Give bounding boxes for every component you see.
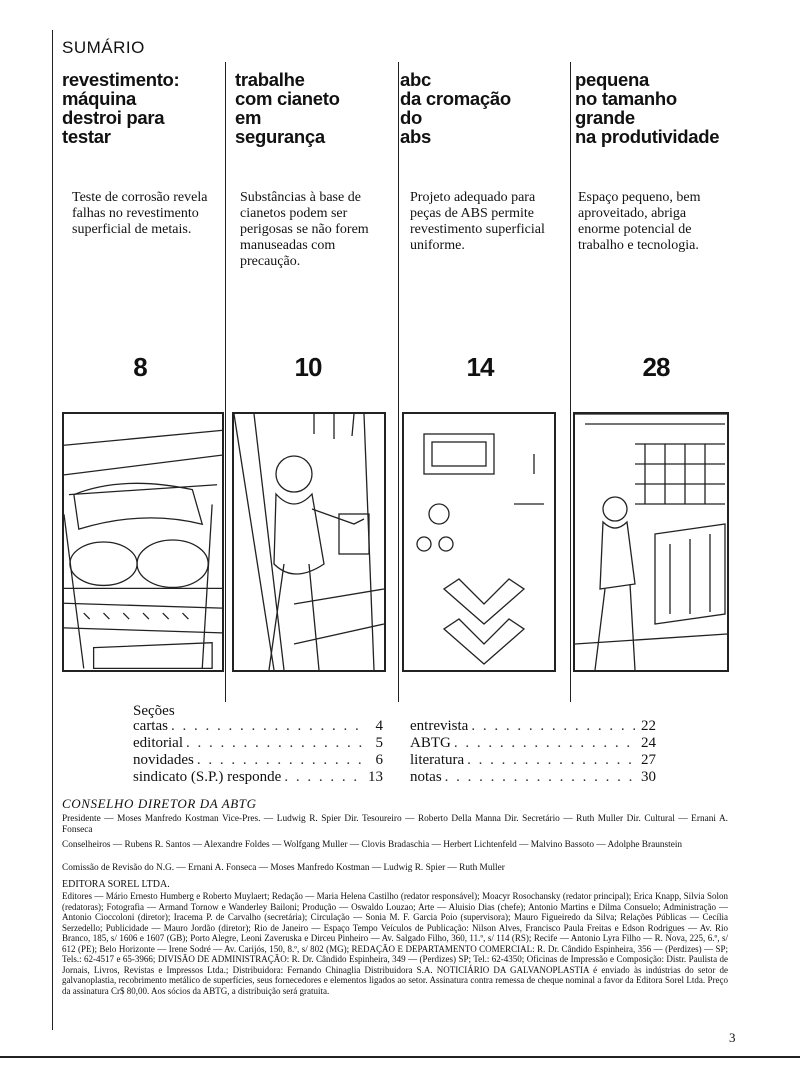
toc-entry[interactable]: ABTG . . . 24 — [410, 735, 656, 752]
article-photo-workshop[interactable] — [573, 412, 729, 672]
lab-worker-illustration — [234, 414, 384, 670]
column-divider-1 — [225, 62, 226, 702]
council-board: Presidente — Moses Manfredo Kostman Vice-Pres. — Ludwig R. Spier Dir. Tesoureiro — Roberto Della Manna Dir. Secretário — Ruth Muller Dir. Cultural — Ernani A. Fonseca — [62, 814, 728, 835]
article-photo-lab-worker[interactable] — [232, 412, 386, 672]
toc-entry[interactable]: notas . . . 30 — [410, 769, 656, 786]
panel-illustration — [404, 414, 554, 670]
article-title[interactable]: pequena no tamanho grande na produtividade — [575, 69, 720, 147]
column-divider-3 — [570, 62, 571, 702]
toc-entry[interactable]: novidades . . . 6 — [133, 752, 383, 769]
page-number: 3 — [729, 1030, 736, 1045]
article-page-number[interactable]: 10 — [294, 352, 322, 382]
article-page-number[interactable]: 8 — [133, 352, 147, 382]
article-description: Teste de corrosão revela falhas no revestimento superficial de metais. — [72, 190, 208, 237]
article-title[interactable]: abc da cromação do abs — [400, 69, 511, 147]
toc-entry[interactable]: cartas . . . 4 — [133, 718, 383, 735]
article-page-number[interactable]: 14 — [466, 352, 494, 382]
article-photo-panel[interactable] — [402, 412, 556, 672]
council-heading: CONSELHO DIRETOR DA ABTG — [62, 796, 257, 811]
left-margin-rule — [52, 30, 53, 1030]
page-title: SUMÁRIO — [62, 38, 145, 57]
article-title[interactable]: revestimento: máquina destroi para testar — [62, 69, 180, 147]
bottom-rule — [0, 1056, 800, 1058]
publisher-credits: Editores — Mário Ernesto Humberg e Roberto Muylaert; Redação — Maria Helena Castilho (redator responsável); Moacyr Rosochansky (redator principal); Erica Knapp, Silvia Solon (redatoras); Fotografia — Armand Tornow e Wanderley Bailoni; Produção — Oswaldo Louzao; Arte — Aluisio Dias (chefe); Antonio Martins e Dilma Consuelo; Administração — Antonio Cioccoloni (diretor); Iracema P. de Carvalho (secretária); Circulação — Sonia M. F. Garcia Poio (supervisora); Mauro Figueiredo da Silva; Relações Públicas — Cecília Serzedello; Publicidade — Mauro Jordão (diretor); Rio de Janeiro — Espaço Tempo Veículos de Publicação: Nilson Alves, Francisco Paula Freitas e Edson Rodrigues — Av. Rio Branco, 185, s/ 1606 e 1607 (GB); Porto Alegre, Leoni Zaveruska e Dirceu Pinheiro — Av. Salgado Filho, 360, 11.º, s/ 114 (RS); Recife — Antonio Lyra Filho — R. Nova, 225, 6.º, s/ 612 (PE); Belo Horizonte — Irene Sodré — Av. Carijós, 150, 8.º, s/ 802 (MG); REDAÇÃO E DEPARTAMENTO COMERCIAL: R. Dr. Cândido Espinheira, 356 — (Perdizes) — SP; Tels.: 62-4517 e 65-3966; DIVISÃO DE ADMINISTRAÇÃO: R. Dr. Cândido Espinheira, 349 — (Perdizes) SP; Tel.: 62-4350; Oficinas de Impressão e Composição: Distr. Paulista de Jornais, Livros, Revistas e Impressos Ltda.; Distribuidora: Fernando Chinaglia Distribuidora S.A. NOTICIÁRIO DA GALVANOPLASTIA é enviado às indústrias do setor de galvanoplastia, recobrimento metálico de superfícies, seus fornecedores e elementos ligados ao setor. Assinatura contra remessa de cheque nominal a favor da Editora Sorel Ltda. Preço da assinatura Cr$ 80,00. Aos sócios da ABTG, a distribuição será gratuita. — [62, 891, 728, 996]
article-title[interactable]: trabalhe com cianeto em segurança — [235, 69, 340, 147]
council-advisors: Conselheiros — Rubens R. Santos — Alexandre Foldes — Wolfgang Muller — Clovis Bradaschia — Herbert Lichtenfeld — Malvino Bassoto — Adolphe Braunstein — [62, 840, 683, 850]
sections-list-right — [410, 718, 656, 786]
council-review: Comissão de Revisão do N.G. — Ernani A. Fonseca — Moses Manfredo Kostman — Ludwig R. Spier — Ruth Muller — [62, 863, 505, 873]
toc-entry[interactable]: sindicato (S.P.) responde . . . 13 — [133, 769, 383, 786]
toc-entry[interactable]: entrevista . . . 22 — [410, 718, 656, 735]
sections-heading: Seções — [133, 703, 175, 719]
publisher-name: EDITORA SOREL LTDA. — [62, 879, 170, 890]
article-description: Substâncias à base de cianetos podem ser perigosas se não forem manuseadas com precaução. — [240, 190, 369, 269]
machine-illustration — [64, 414, 222, 670]
toc-entry[interactable]: editorial . . . 5 — [133, 735, 383, 752]
article-description: Espaço pequeno, bem aproveitado, abriga enorme potencial de trabalho e tecnologia. — [578, 190, 701, 253]
toc-entry[interactable]: literatura . . . 27 — [410, 752, 656, 769]
article-description: Projeto adequado para peças de ABS permite revestimento superficial uniforme. — [410, 190, 545, 253]
sections-list-left — [133, 718, 383, 786]
column-divider-2 — [398, 62, 399, 702]
workshop-illustration — [575, 414, 727, 670]
article-page-number[interactable]: 28 — [642, 352, 670, 382]
article-photo-machine[interactable] — [62, 412, 224, 672]
